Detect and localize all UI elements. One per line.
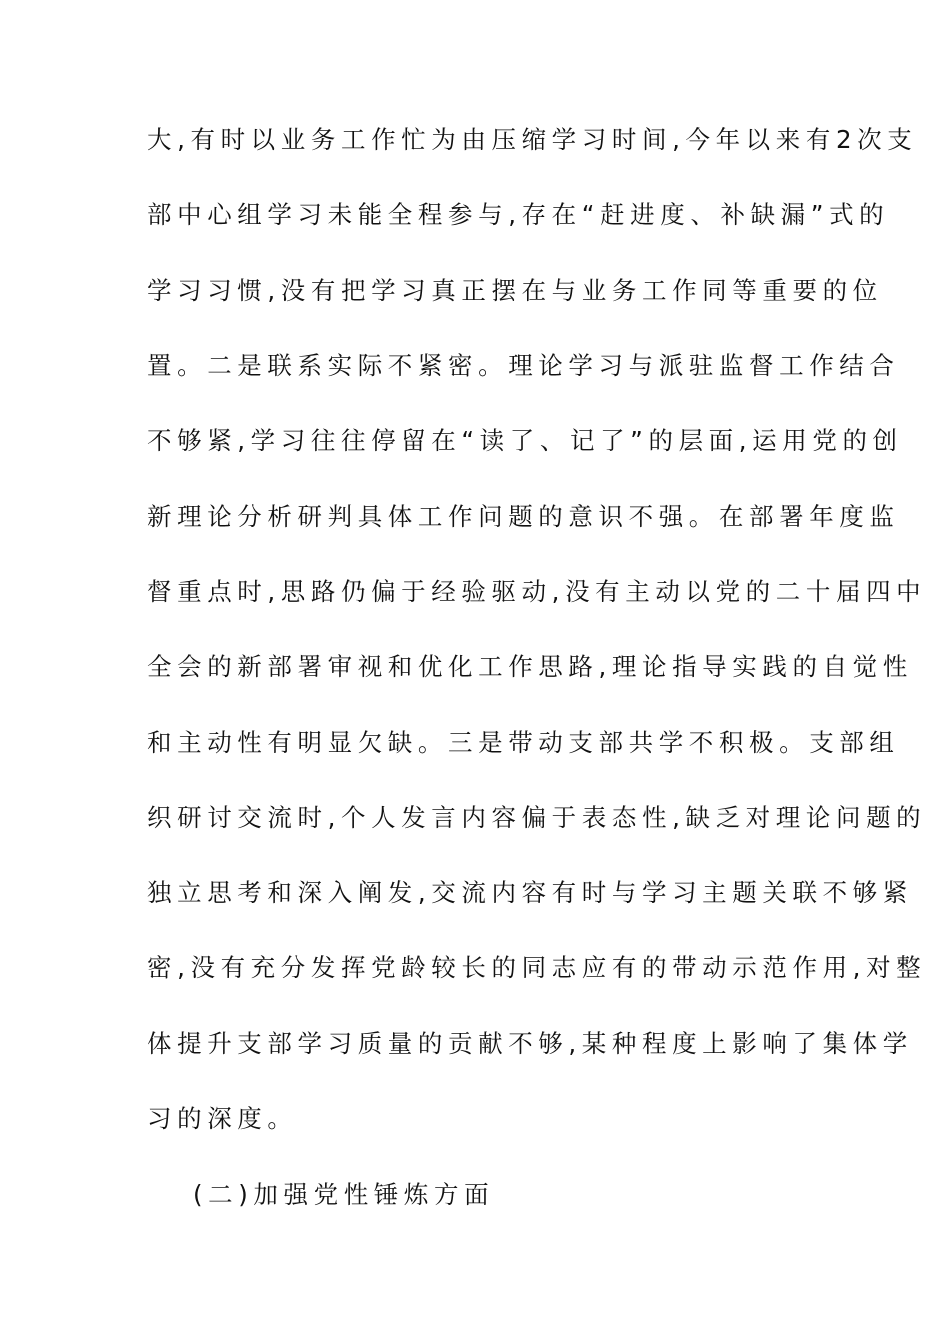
body-text-line: 新理论分析研判具体工作问题的意识不强。在部署年度监 [147, 502, 900, 531]
body-text-line: 学习习惯,没有把学习真正摆在与业务工作同等重要的位 [147, 276, 883, 305]
body-text-line: 体提升支部学习质量的贡献不够,某种程度上影响了集体学 [147, 1029, 913, 1058]
body-text-line: 密,没有充分发挥党龄较长的同志应有的带动示范作用,对整 [147, 953, 927, 982]
body-text-line: 织研讨交流时,个人发言内容偏于表态性,缺乏对理论问题的 [147, 803, 927, 832]
section-heading: (二)加强党性锤炼方面 [193, 1180, 495, 1209]
body-text-line: 督重点时,思路仍偏于经验驱动,没有主动以党的二十届四中 [147, 577, 927, 606]
body-text-line: 全会的新部署审视和优化工作思路,理论指导实践的自觉性 [147, 652, 913, 681]
body-text-line: 置。二是联系实际不紧密。理论学习与派驻监督工作结合 [147, 351, 900, 380]
body-text-line: 大,有时以业务工作忙为由压缩学习时间,今年以来有2次支 [147, 125, 918, 154]
body-text-line: 和主动性有明显欠缺。三是带动支部共学不积极。支部组 [147, 728, 900, 757]
body-text-line: 不够紧,学习往往停留在“读了、记了”的层面,运用党的创 [147, 426, 903, 455]
body-text-line: 独立思考和深入阐发,交流内容有时与学习主题关联不够紧 [147, 878, 913, 907]
body-text-line: 部中心组学习未能全程参与,存在“赶进度、补缺漏”式的 [147, 200, 890, 229]
body-text-line: 习的深度。 [147, 1104, 298, 1133]
